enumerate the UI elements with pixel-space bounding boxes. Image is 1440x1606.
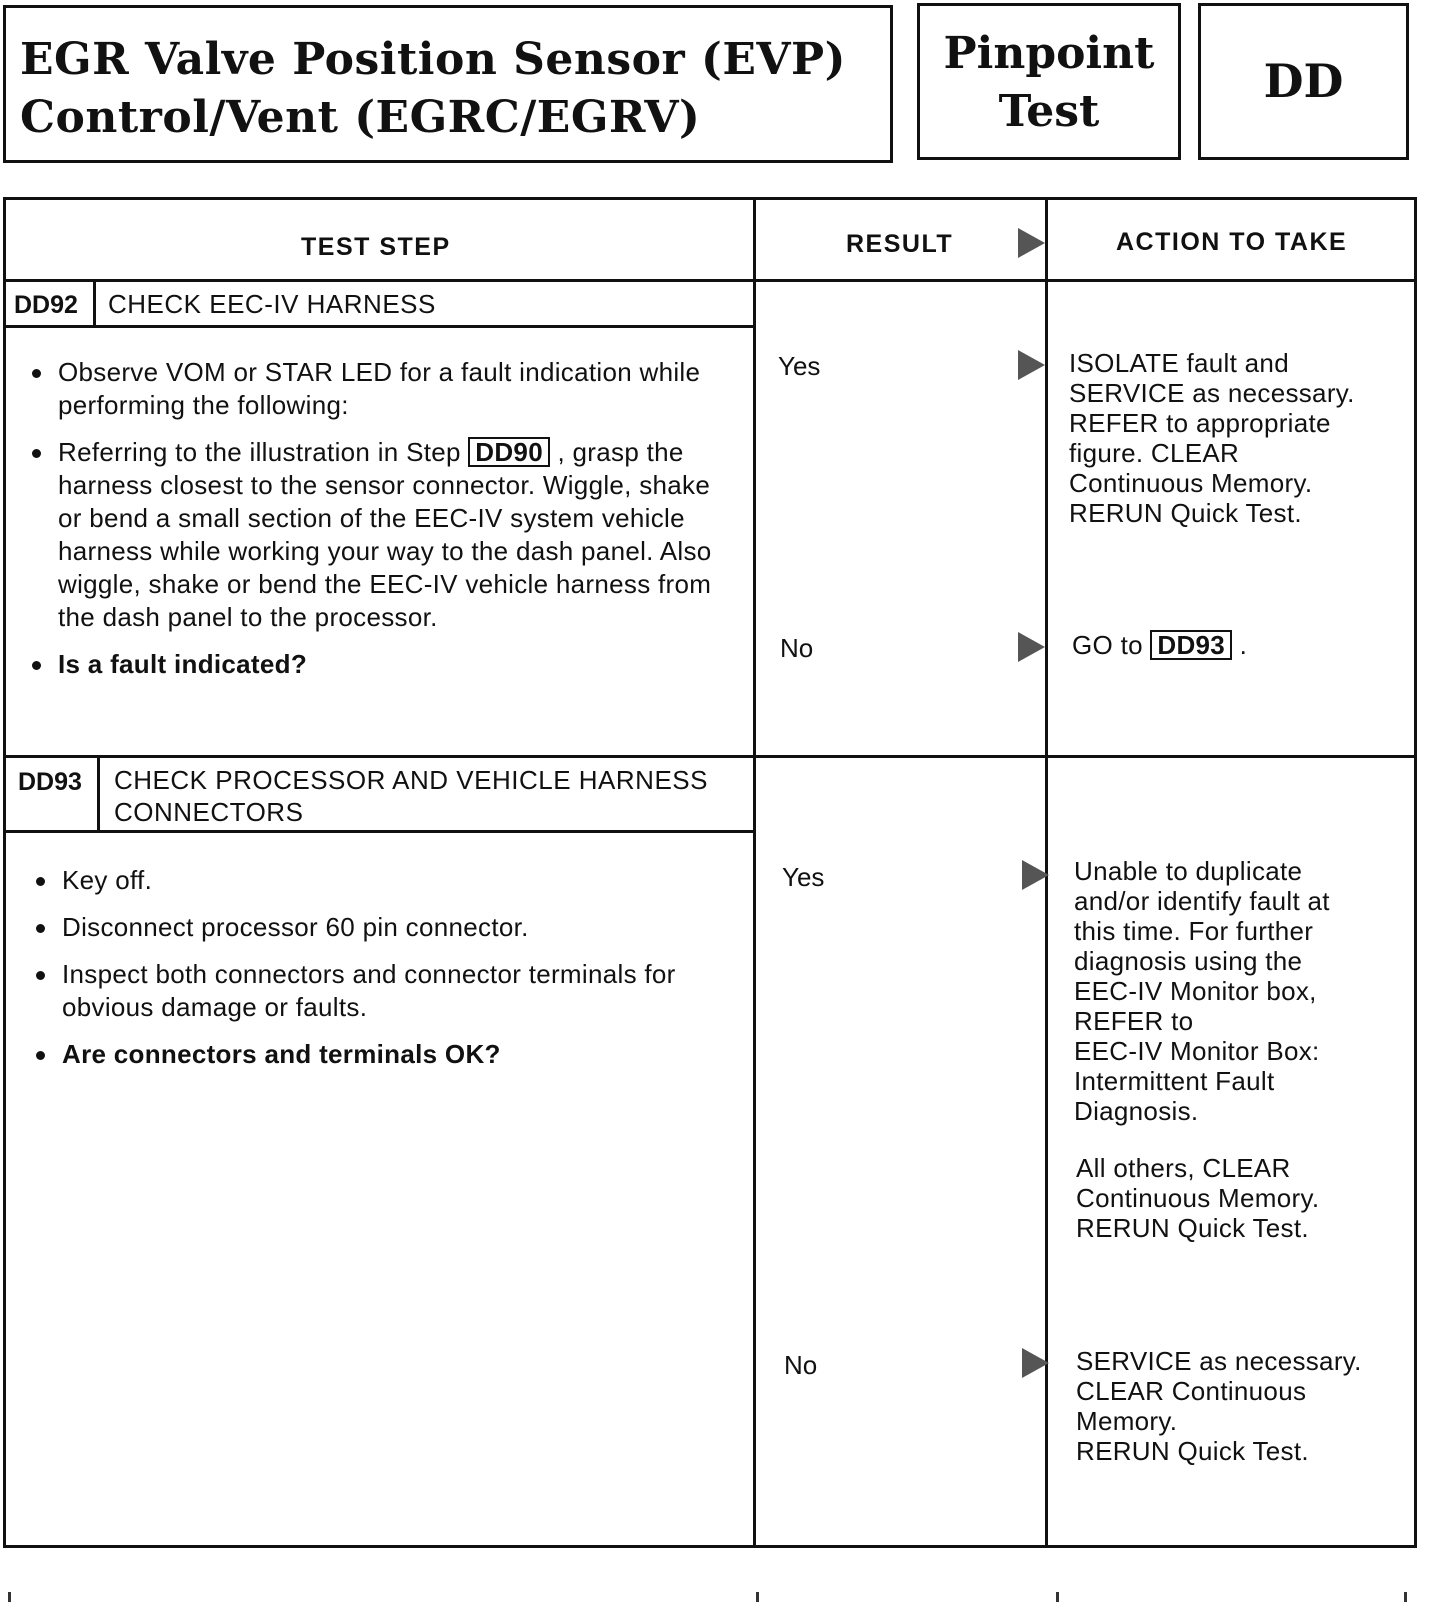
test-code: DD bbox=[1263, 54, 1344, 108]
action-yes-dd93-others: All others, CLEAR Continuous Memory. RERUN Quick Test. bbox=[1076, 1153, 1320, 1243]
page-tick-mark bbox=[1056, 1592, 1059, 1602]
action-no-dd92 bbox=[1072, 630, 1247, 660]
page-tick-mark bbox=[756, 1592, 759, 1602]
result-yes-dd92: Yes bbox=[778, 351, 821, 381]
arrow-right-icon bbox=[1022, 1348, 1049, 1378]
step-dd93-instructions bbox=[34, 864, 734, 1085]
list-item-question: Are connectors and terminals OK? bbox=[34, 1038, 734, 1071]
column-header-test-step: TEST STEP bbox=[301, 233, 451, 261]
action-no-dd93: SERVICE as necessary. CLEAR Continuous Memory. RERUN Quick Test. bbox=[1076, 1346, 1362, 1466]
step-id-dd92: DD92 bbox=[14, 291, 78, 319]
step-reference-dd90: DD90 bbox=[468, 437, 550, 467]
test-type-line1: Pinpoint bbox=[943, 28, 1155, 79]
header-row-divider bbox=[6, 279, 1414, 282]
column-header-action: ACTION TO TAKE bbox=[1116, 228, 1348, 256]
step-title-dd93-line2: CONNECTORS bbox=[114, 797, 304, 827]
list-item: Key off. bbox=[34, 864, 734, 897]
step-title-divider bbox=[6, 325, 753, 328]
list-item-text: , grasp the harness closest to the sensor connector. Wiggle, shake or bend a small section of the EEC-IV system vehicle harness while working your way to the dash panel. Also wiggle, shake or bend the EEC-IV vehicle harness from the dash panel to the processor. bbox=[58, 437, 712, 632]
arrow-right-icon bbox=[1022, 860, 1049, 890]
procedure-title-box bbox=[3, 5, 893, 163]
step-id-divider bbox=[97, 755, 100, 830]
list-item bbox=[30, 436, 730, 634]
action-yes-dd92: ISOLATE fault and SERVICE as necessary. REFER to appropriate figure. CLEAR Continuous Memory. RERUN Quick Test. bbox=[1069, 348, 1355, 528]
list-item: Observe VOM or STAR LED for a fault indication while performing the following: bbox=[30, 356, 730, 422]
step-dd92-instructions bbox=[30, 356, 730, 695]
arrow-right-icon bbox=[1018, 228, 1045, 258]
step-reference-dd93: DD93 bbox=[1150, 630, 1232, 660]
test-code-box bbox=[1198, 3, 1409, 160]
page-tick-mark bbox=[1404, 1592, 1407, 1602]
row-divider bbox=[6, 755, 1414, 758]
list-item: Disconnect processor 60 pin connector. bbox=[34, 911, 734, 944]
test-type-line2: Test bbox=[998, 86, 1100, 137]
action-text: GO to bbox=[1072, 630, 1143, 660]
step-id-dd93: DD93 bbox=[18, 768, 82, 796]
result-no-dd93: No bbox=[784, 1350, 818, 1380]
action-yes-dd93: Unable to duplicate and/or identify fault at this time. For further diagnosis using the EEC-IV Monitor box, REFER to EEC-IV Monitor Box: Intermittent Fault Diagnosis. bbox=[1074, 856, 1330, 1126]
column-divider-result bbox=[753, 200, 756, 1545]
procedure-title-line1: EGR Valve Position Sensor (EVP) bbox=[20, 34, 846, 85]
list-item-text: Referring to the illustration in Step bbox=[58, 437, 461, 467]
step-title-divider bbox=[6, 830, 753, 833]
pinpoint-test-table bbox=[3, 197, 1417, 1548]
column-header-result: RESULT bbox=[846, 230, 954, 258]
procedure-title-line2: Control/Vent (EGRC/EGRV) bbox=[20, 92, 701, 143]
arrow-right-icon bbox=[1018, 350, 1045, 380]
result-no-dd92: No bbox=[780, 633, 814, 663]
action-text: . bbox=[1239, 630, 1248, 660]
step-title-dd92: CHECK EEC-IV HARNESS bbox=[108, 289, 436, 319]
step-title-dd93-line1: CHECK PROCESSOR AND VEHICLE HARNESS bbox=[114, 765, 708, 795]
list-item: Inspect both connectors and connector terminals for obvious damage or faults. bbox=[34, 958, 734, 1024]
test-type-box bbox=[917, 3, 1181, 160]
list-item-question: Is a fault indicated? bbox=[30, 648, 730, 681]
arrow-right-icon bbox=[1018, 632, 1045, 662]
result-yes-dd93: Yes bbox=[782, 862, 825, 892]
step-id-divider bbox=[93, 279, 96, 325]
page-tick-mark bbox=[8, 1592, 11, 1602]
